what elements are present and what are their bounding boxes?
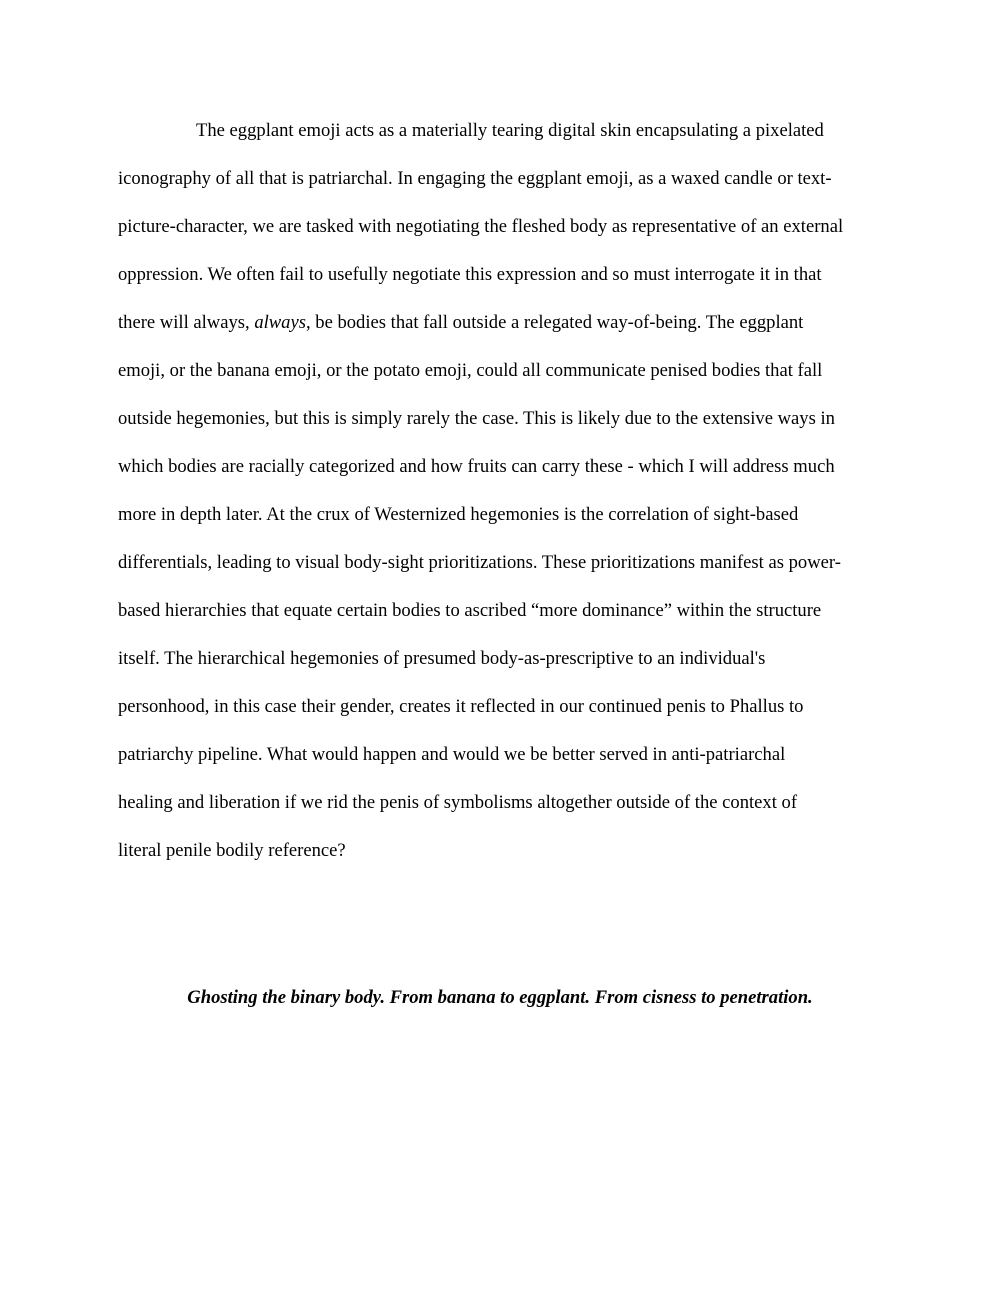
paragraph-line: patriarchy pipeline. What would happen and would we be better served in anti-patriarchal: [118, 744, 786, 765]
paragraph-line: more in depth later. At the crux of Westernized hegemonies is the correlation of sight-based: [118, 504, 799, 525]
line-text: , be bodies that fall outside a relegated way-of-being. The eggplant: [305, 312, 804, 333]
paragraph-line: oppression. We often fail to usefully negotiate this expression and so must interrogate it in that: [118, 264, 822, 285]
paragraph-line: emoji, or the banana emoji, or the potato emoji, could all communicate penised bodies that fall: [118, 360, 823, 381]
paragraph-line: The eggplant emoji acts as a materially tearing digital skin encapsulating a pixelated: [196, 120, 824, 141]
paragraph-line: outside hegemonies, but this is simply rarely the case. This is likely due to the extensive ways in: [118, 408, 835, 429]
line-text: there will always,: [118, 312, 255, 333]
section-heading: Ghosting the binary body. From banana to eggplant. From cisness to penetration.: [187, 987, 813, 1008]
paragraph-line: itself. The hierarchical hegemonies of presumed body-as-prescriptive to an individual's: [118, 648, 766, 669]
paragraph-line: based hierarchies that equate certain bodies to ascribed “more dominance” within the structure: [118, 600, 822, 621]
paragraph-line-with-emphasis: [118, 311, 803, 335]
paragraph-line: personhood, in this case their gender, creates it reflected in our continued penis to Phallus to: [118, 696, 804, 717]
paragraph-line: differentials, leading to visual body-sight prioritizations. These prioritizations manifest as power-: [118, 552, 841, 573]
paragraph-line: healing and liberation if we rid the penis of symbolisms altogether outside of the context of: [118, 792, 798, 813]
paragraph-line: iconography of all that is patriarchal. In engaging the eggplant emoji, as a waxed candle or text-: [118, 168, 832, 189]
emphasized-word: always: [254, 312, 306, 333]
paragraph-line: which bodies are racially categorized and how fruits can carry these - which I will address much: [118, 456, 835, 477]
paragraph-line: picture-character, we are tasked with negotiating the fleshed body as representative of an external: [118, 216, 844, 237]
paragraph-line: literal penile bodily reference?: [118, 840, 346, 861]
